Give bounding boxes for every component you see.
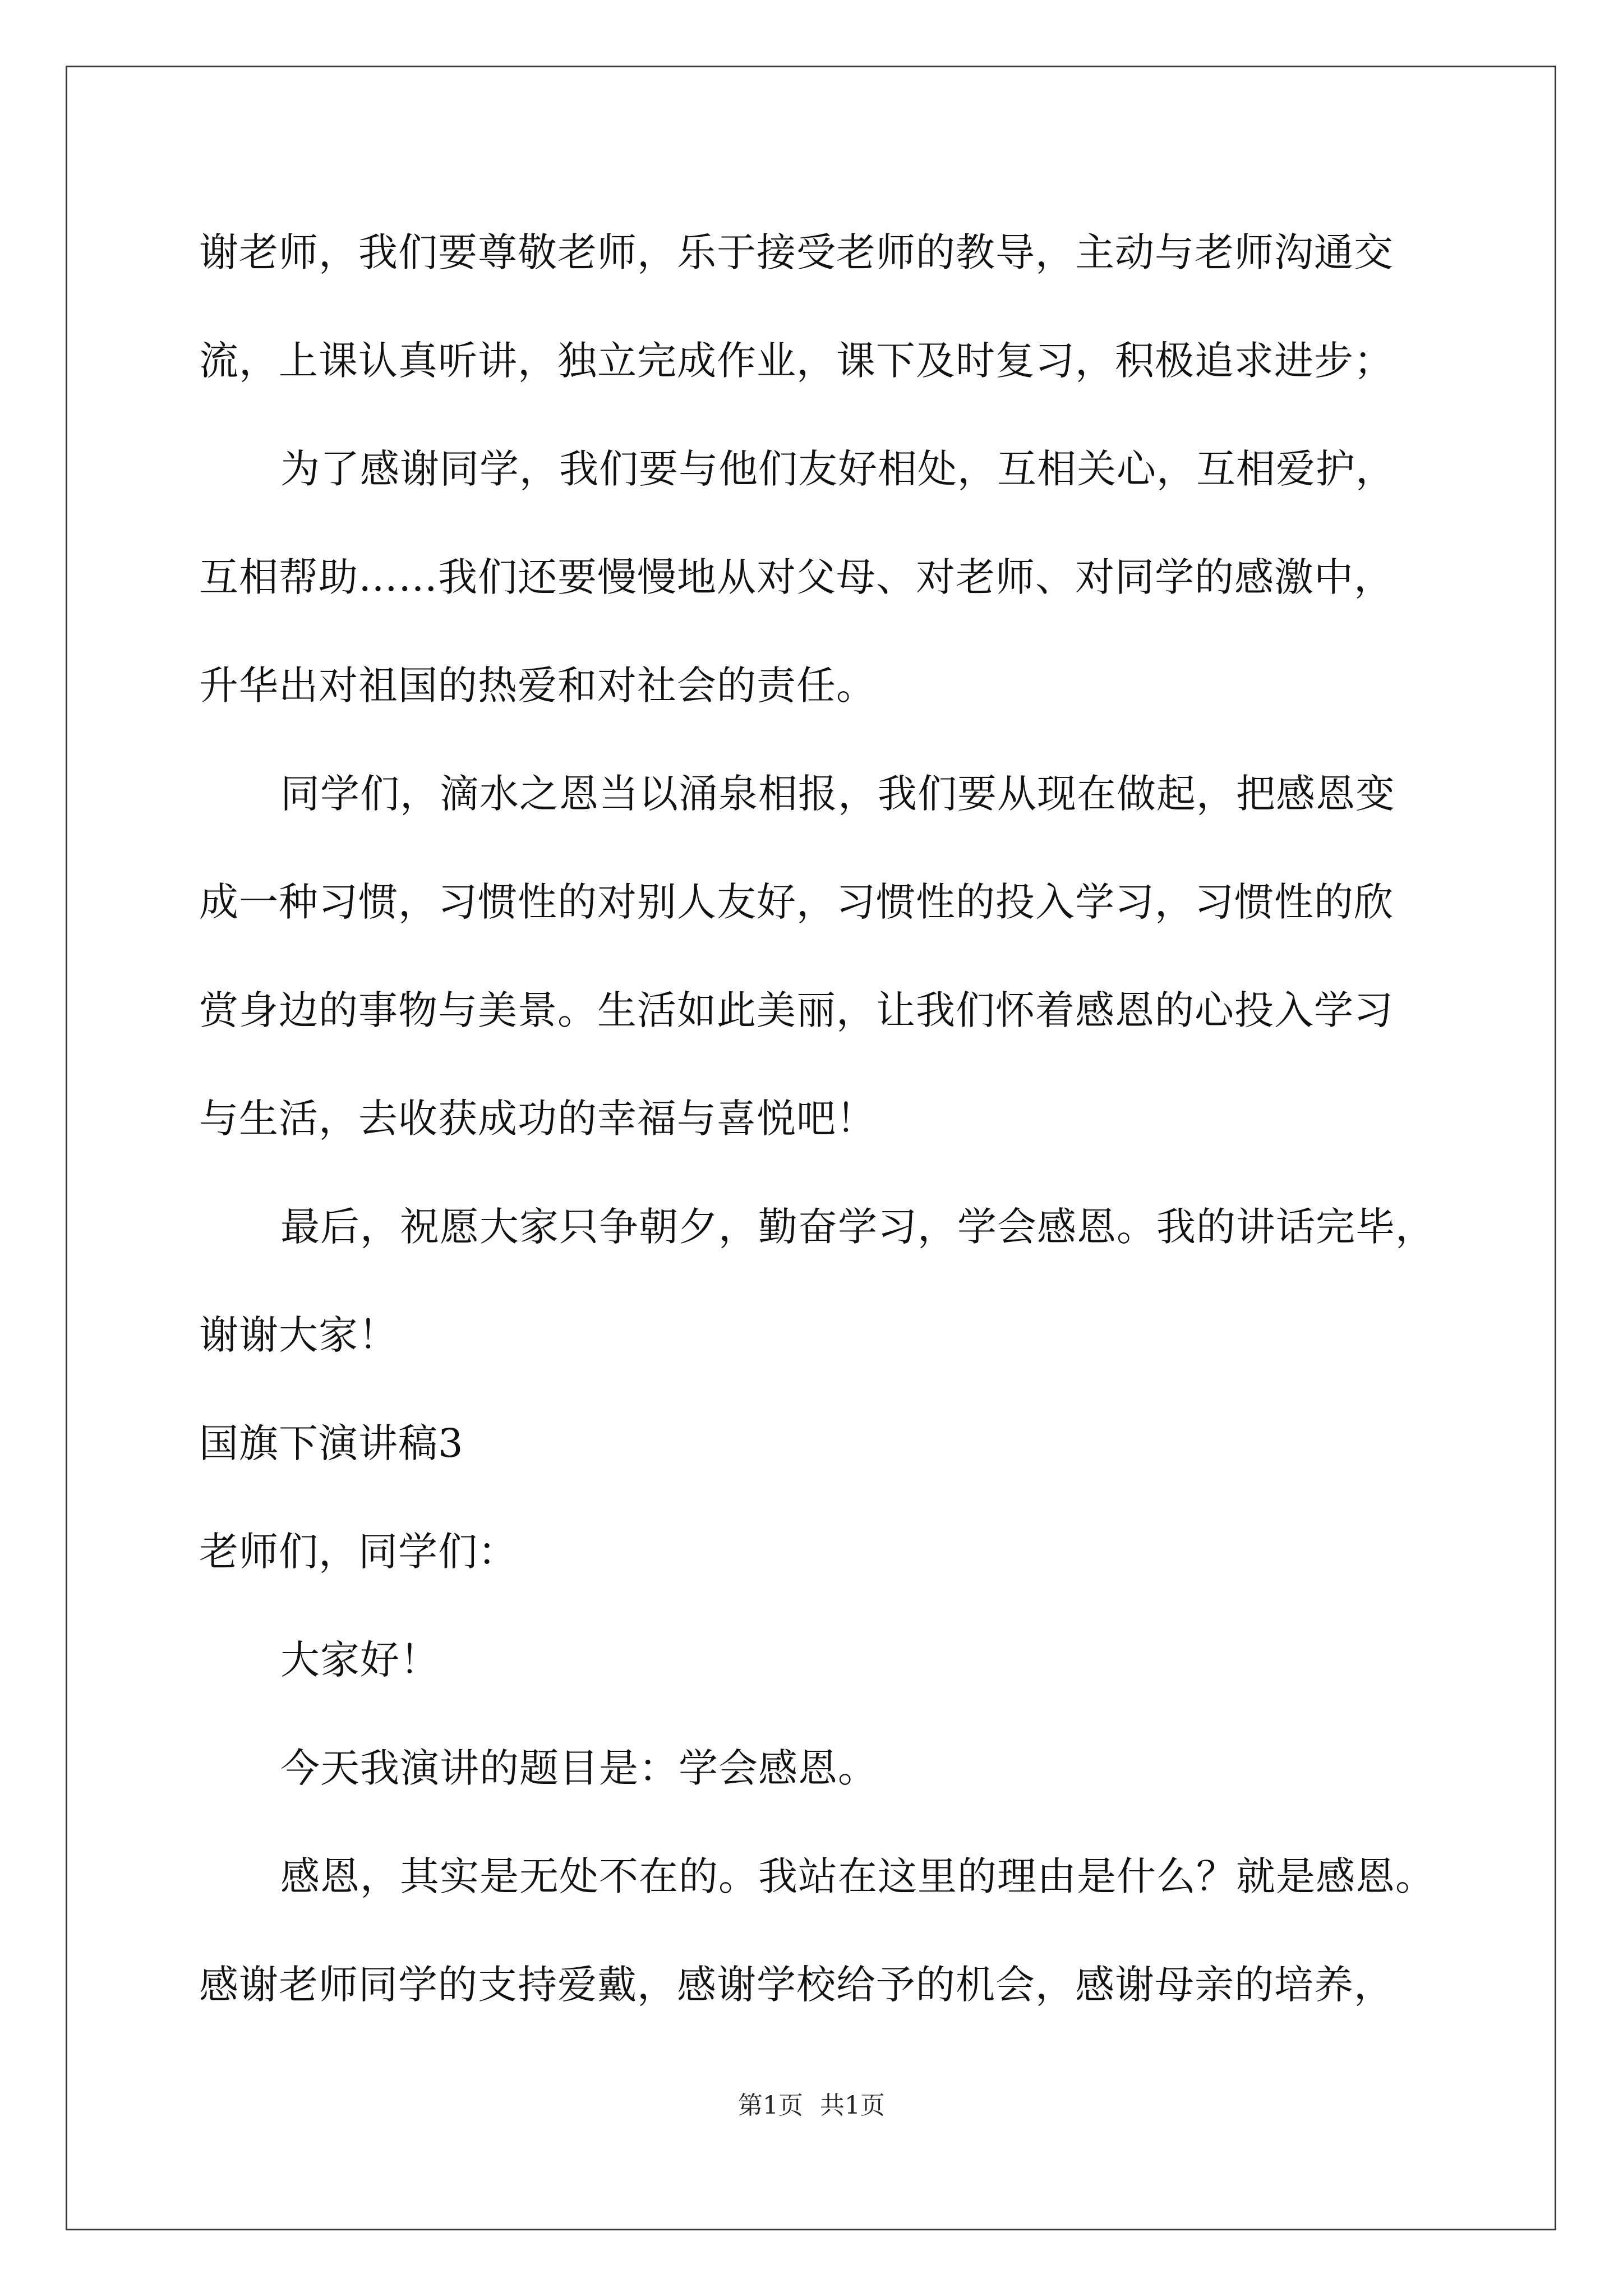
text-line: 流，上课认真听讲，独立完成作业，课下及时复习，积极追求进步； <box>199 338 1394 384</box>
text-line: 升华出对祖国的热爱和对社会的责任。 <box>199 662 876 708</box>
page-border <box>66 66 1556 2230</box>
text-line: 成一种习惯，习惯性的对别人友好，习惯性的投入学习，习惯性的欣 <box>199 879 1394 925</box>
text-line: 今天我演讲的题目是：学会感恩。 <box>280 1745 878 1791</box>
text-line: 感恩，其实是无处不在的。我站在这里的理由是什么？就是感恩。 <box>280 1853 1435 1899</box>
section-heading: 国旗下演讲稿3 <box>199 1420 464 1466</box>
text-line: 互相帮助……我们还要慢慢地从对父母、对老师、对同学的感激中， <box>199 554 1394 600</box>
text-line: 感谢老师同学的支持爱戴，感谢学校给予的机会，感谢母亲的培养， <box>199 1962 1394 2008</box>
text-line: 同学们，滴水之恩当以涌泉相报，我们要从现在做起，把感恩变 <box>280 771 1395 817</box>
text-line: 赏身边的事物与美景。生活如此美丽，让我们怀着感恩的心投入学习 <box>199 987 1394 1033</box>
text-line: 为了感谢同学，我们要与他们友好相处，互相关心，互相爱护， <box>280 446 1395 492</box>
text-line: 谢老师，我们要尊敬老师，乐于接受老师的教导，主动与老师沟通交 <box>199 229 1394 275</box>
text-line: 大家好！ <box>280 1637 440 1683</box>
text-line: 谢谢大家！ <box>199 1312 398 1358</box>
text-line: 与生活，去收获成功的幸福与喜悦吧！ <box>199 1096 876 1142</box>
page-number: 第1页 <box>738 2091 803 2120</box>
page-footer <box>0 2089 1623 2123</box>
text-line: 老师们，同学们： <box>199 1529 518 1575</box>
page-total: 共1页 <box>820 2091 885 2120</box>
text-line: 最后，祝愿大家只争朝夕，勤奋学习，学会感恩。我的讲话完毕， <box>280 1204 1435 1250</box>
